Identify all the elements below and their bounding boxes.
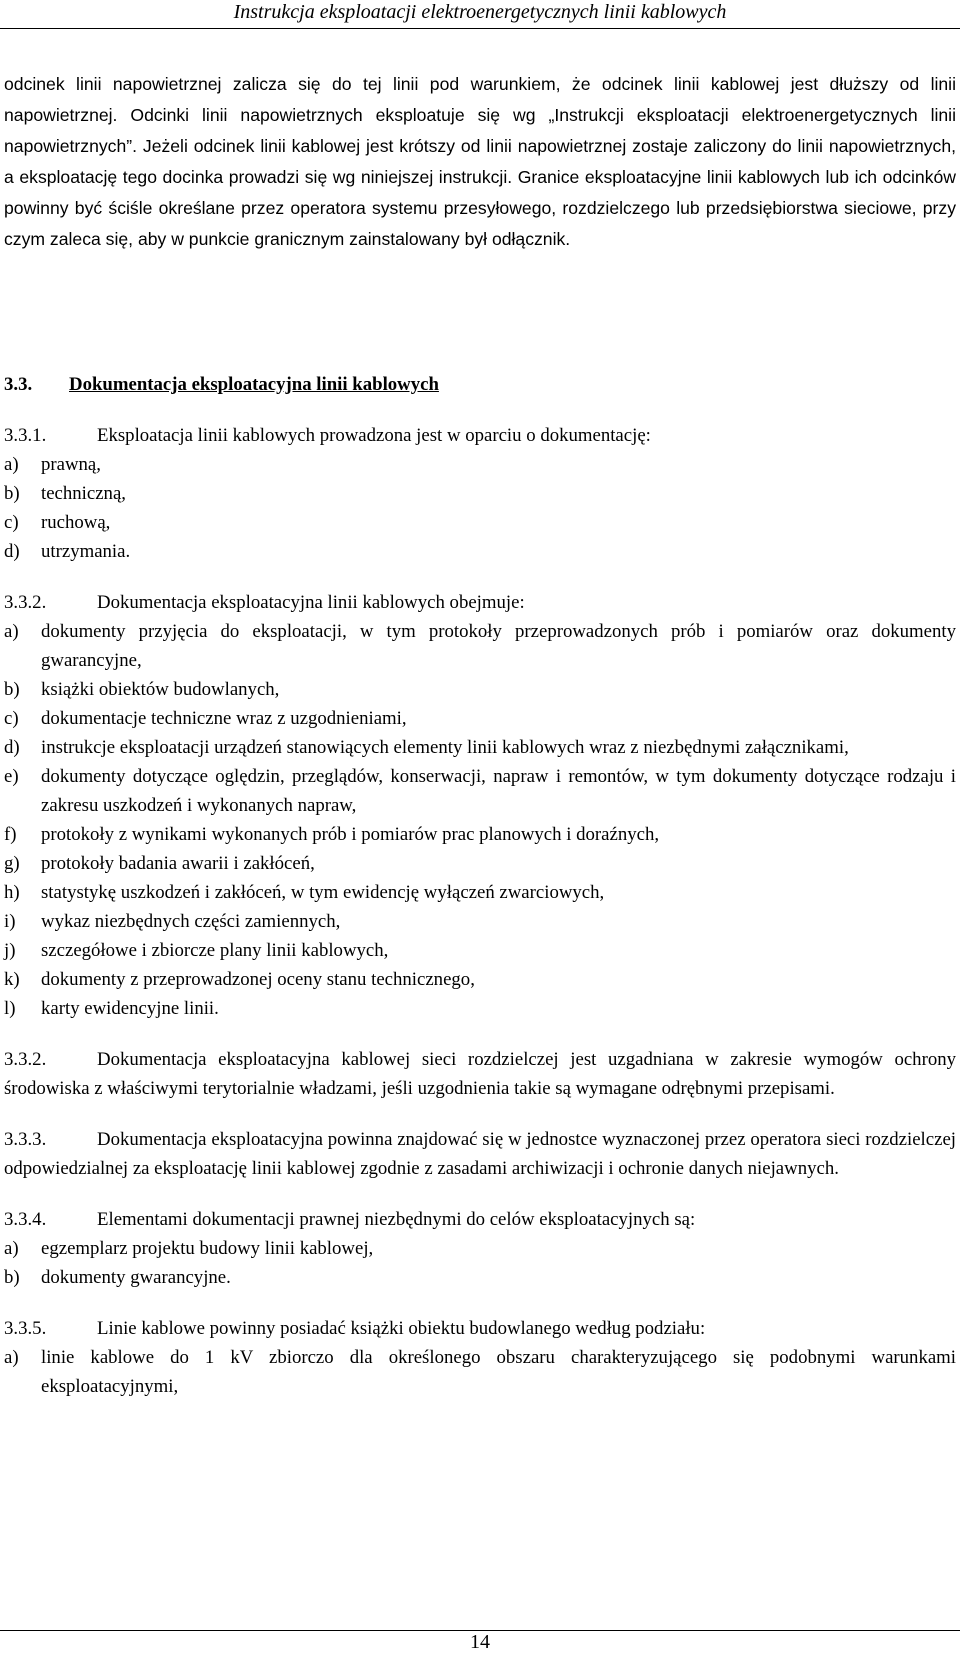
list-item <box>4 1234 956 1263</box>
list-item-text: karty ewidencyjne linii. <box>41 998 219 1019</box>
section-3-3-2 <box>4 588 956 1023</box>
section-paragraph <box>4 1205 956 1234</box>
list-item <box>4 1343 956 1401</box>
list-item <box>4 965 956 994</box>
list-item-label: e) <box>4 766 19 787</box>
list-item-label: d) <box>4 737 20 758</box>
section-3-3-1 <box>4 421 956 566</box>
list-item-label: d) <box>4 541 20 562</box>
intro-paragraph: odcinek linii napowietrznej zalicza się do tej linii pod warunkiem, że odcinek linii kablowej jest dłuższy od linii napowietrznej. Odcinki linii napowietrznych eksploatuje się wg „Instrukcji eksploatacji elektroenergetycznych linii napowietrznych”. Jeżeli odcinek linii kablowej jest krótszy od linii napowietrznej zostaje zaliczony do linii napowietrznych, a eksploatację tego docinka prowadzi się wg niniejszej instrukcji. Granice eksploatacyjne linii kablowych lub ich odcinków powinny być ściśle określane przez operatora systemu przesyłowego, rozdzielczego lub przedsiębiorstwa sieciowe, przy czym zaleca się, aby w punkcie granicznym zainstalowany był odłącznik. <box>4 74 956 249</box>
list-item <box>4 617 956 675</box>
list-item-label: b) <box>4 1267 20 1288</box>
section-paragraph <box>4 1125 956 1183</box>
paragraph-number: 3.3.1. <box>4 425 47 446</box>
list-item-label: c) <box>4 512 19 533</box>
list-item <box>4 704 956 733</box>
document-body <box>4 370 956 1423</box>
list-item-text: ruchową, <box>41 512 111 533</box>
header-rule <box>0 28 960 29</box>
paragraph-text: Elementami dokumentacji prawnej niezbędnymi do celów eksploatacyjnych są: <box>97 1209 696 1230</box>
list-item <box>4 907 956 936</box>
section-3-3-4 <box>4 1205 956 1292</box>
paragraph-number: 3.3.2. <box>4 1049 47 1070</box>
list-item <box>4 1263 956 1292</box>
list-item-label: a) <box>4 1238 19 1259</box>
list-item <box>4 450 956 479</box>
paragraph-text: Dokumentacja eksploatacyjna linii kablowych obejmuje: <box>97 592 525 613</box>
list-item <box>4 849 956 878</box>
list-item-label: b) <box>4 679 20 700</box>
section-3-3-3 <box>4 1125 956 1183</box>
list-item-label: l) <box>4 998 16 1019</box>
list-item-text: dokumenty gwarancyjne. <box>41 1267 231 1288</box>
section-paragraph <box>4 588 956 617</box>
section-3-3-5 <box>4 1314 956 1401</box>
list-item-text: dokumentacje techniczne wraz z uzgodnieniami, <box>41 708 407 729</box>
item-list <box>4 617 956 1023</box>
section-heading <box>4 370 956 399</box>
list-item-text: dokumenty z przeprowadzonej oceny stanu technicznego, <box>41 969 475 990</box>
list-item-text: dokumenty dotyczące oględzin, przeglądów, konserwacji, napraw i remontów, w tym dokumenty dotyczące rodzaju i zakresu uszkodzeń i wykonanych napraw, <box>41 766 956 816</box>
list-item-text: statystykę uszkodzeń i zakłóceń, w tym ewidencję wyłączeń zwarciowych, <box>41 882 605 903</box>
section-paragraph <box>4 1314 956 1343</box>
running-header: Instrukcja eksploatacji elektroenergetycznych linii kablowych <box>233 1 727 23</box>
section-paragraph <box>4 421 956 450</box>
list-item-text: wykaz niezbędnych części zamiennych, <box>41 911 341 932</box>
list-item <box>4 762 956 820</box>
paragraph-text: Linie kablowe powinny posiadać książki obiektu budowlanego według podziału: <box>97 1318 706 1339</box>
list-item <box>4 675 956 704</box>
list-item-text: prawną, <box>41 454 101 475</box>
section-3-3-2-env <box>4 1045 956 1103</box>
paragraph-number: 3.3.5. <box>4 1318 47 1339</box>
list-item <box>4 994 956 1023</box>
list-item-label: c) <box>4 708 19 729</box>
paragraph-number: 3.3.4. <box>4 1209 47 1230</box>
paragraph-number: 3.3.3. <box>4 1129 47 1150</box>
list-item <box>4 820 956 849</box>
list-item-text: instrukcje eksploatacji urządzeń stanowiących elementy linii kablowych wraz z niezbędnymi załącznikami, <box>41 737 849 758</box>
list-item-text: szczegółowe i zbiorcze plany linii kablowych, <box>41 940 389 961</box>
list-item-label: j) <box>4 940 16 961</box>
list-item <box>4 936 956 965</box>
item-list <box>4 1234 956 1292</box>
list-item-text: protokoły badania awarii i zakłóceń, <box>41 853 315 874</box>
paragraph-text: Eksploatacja linii kablowych prowadzona jest w oparciu o dokumentację: <box>97 425 651 446</box>
list-item <box>4 878 956 907</box>
list-item-label: h) <box>4 882 20 903</box>
paragraph-number: 3.3.2. <box>4 592 47 613</box>
list-item-label: a) <box>4 1347 19 1368</box>
list-item-label: a) <box>4 454 19 475</box>
paragraph-text: Dokumentacja eksploatacyjna powinna znajdować się w jednostce wyznaczonej przez operatora sieci rozdzielczej odpowiedzialnej za eksploatację linii kablowej zgodnie z zasadami archiwizacji i ochronie danych niejawnych. <box>4 1129 956 1179</box>
list-item-label: k) <box>4 969 20 990</box>
list-item <box>4 508 956 537</box>
item-list <box>4 450 956 566</box>
list-item <box>4 733 956 762</box>
list-item-text: protokoły z wynikami wykonanych prób i pomiarów prac planowych i doraźnych, <box>41 824 660 845</box>
list-item <box>4 537 956 566</box>
list-item-label: f) <box>4 824 17 845</box>
list-item-label: a) <box>4 621 19 642</box>
section-heading-number: 3.3. <box>4 374 33 395</box>
list-item-text: egzemplarz projektu budowy linii kablowej, <box>41 1238 374 1259</box>
list-item-text: techniczną, <box>41 483 126 504</box>
list-item-label: g) <box>4 853 20 874</box>
section-heading-title: Dokumentacja eksploatacyjna linii kablowych <box>69 374 439 395</box>
item-list <box>4 1343 956 1401</box>
list-item-text: utrzymania. <box>41 541 131 562</box>
list-item-label: i) <box>4 911 16 932</box>
list-item-text: linie kablowe do 1 kV zbiorczo dla określonego obszaru charakteryzującego się podobnymi warunkami eksploatacyjnymi, <box>41 1347 956 1397</box>
list-item-label: b) <box>4 483 20 504</box>
section-paragraph <box>4 1045 956 1103</box>
paragraph-text: Dokumentacja eksploatacyjna kablowej sieci rozdzielczej jest uzgadniana w zakresie wymogów ochrony środowiska z właściwymi terytorialnie władzami, jeśli uzgodnienia takie są wymagane odrębnymi przepisami. <box>4 1049 956 1099</box>
list-item-text: dokumenty przyjęcia do eksploatacji, w tym protokoły przeprowadzonych prób i pomiarów oraz dokumenty gwarancyjne, <box>41 621 956 671</box>
list-item-text: książki obiektów budowlanych, <box>41 679 280 700</box>
list-item <box>4 479 956 508</box>
page-number: 14 <box>470 1631 490 1653</box>
